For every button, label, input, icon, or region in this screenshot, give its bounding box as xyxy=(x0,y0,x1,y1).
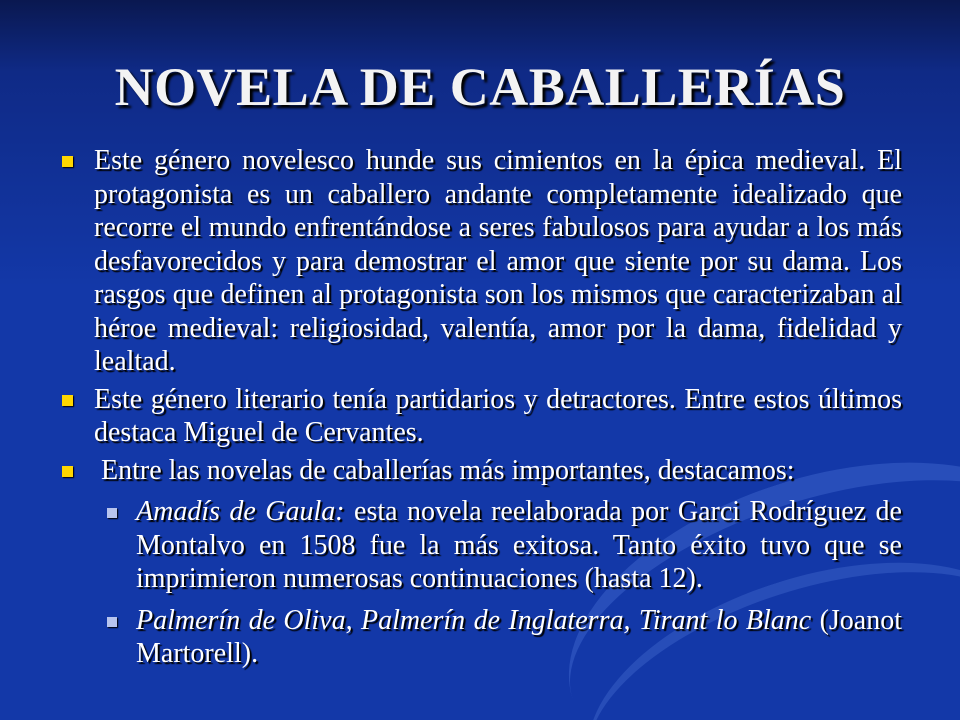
sub-bullet-item xyxy=(106,495,902,596)
sub-bullet-text: esta novela reelaborada por Garci Rodríguez de Montalvo en 1508 fue la más exitosa. Tanto éxito tuvo que se imprimieron numerosas continuaciones (hasta 12). xyxy=(136,496,902,594)
bullet-text: Entre las novelas de caballerías más importantes, destacamos: xyxy=(94,454,795,486)
square-sub-bullet-icon xyxy=(107,617,117,627)
square-bullet-icon xyxy=(62,466,73,477)
slide-title: NOVELA DE CABALLERÍAS xyxy=(114,57,846,117)
sub-bullet-item xyxy=(106,604,902,671)
bullet-item xyxy=(60,454,902,488)
square-bullet-icon xyxy=(62,156,73,167)
sub-bullet-text: (Joanot Martorell). xyxy=(136,604,902,669)
bullet-item xyxy=(60,383,902,450)
bullet-text: Este género novelesco hunde sus cimientos en la épica medieval. El protagonista es un caballero andante completamente idealizado que recorre el mundo enfrentándose a seres fabulosos para ayudar a los más desfavorecidos y para demostrar el amor que siente por su dama. Los rasgos que definen al protagonista son los mismos que caracterizaban al héroe medieval: religiosidad, valentía, amor por la dama, fidelidad y lealtad. xyxy=(94,145,902,377)
bullet-item xyxy=(60,144,902,379)
bullet-text: Este género literario tenía partidarios y detractores. Entre estos últimos destaca Miguel de Cervantes. xyxy=(94,383,902,448)
square-sub-bullet-icon xyxy=(107,508,117,518)
square-bullet-icon xyxy=(62,395,73,406)
slide-body xyxy=(60,144,902,671)
novel-titles: Palmerín de Oliva, Palmerín de Inglaterra, Tirant lo Blanc xyxy=(136,604,812,636)
novel-title: Amadís de Gaula: xyxy=(136,496,345,527)
